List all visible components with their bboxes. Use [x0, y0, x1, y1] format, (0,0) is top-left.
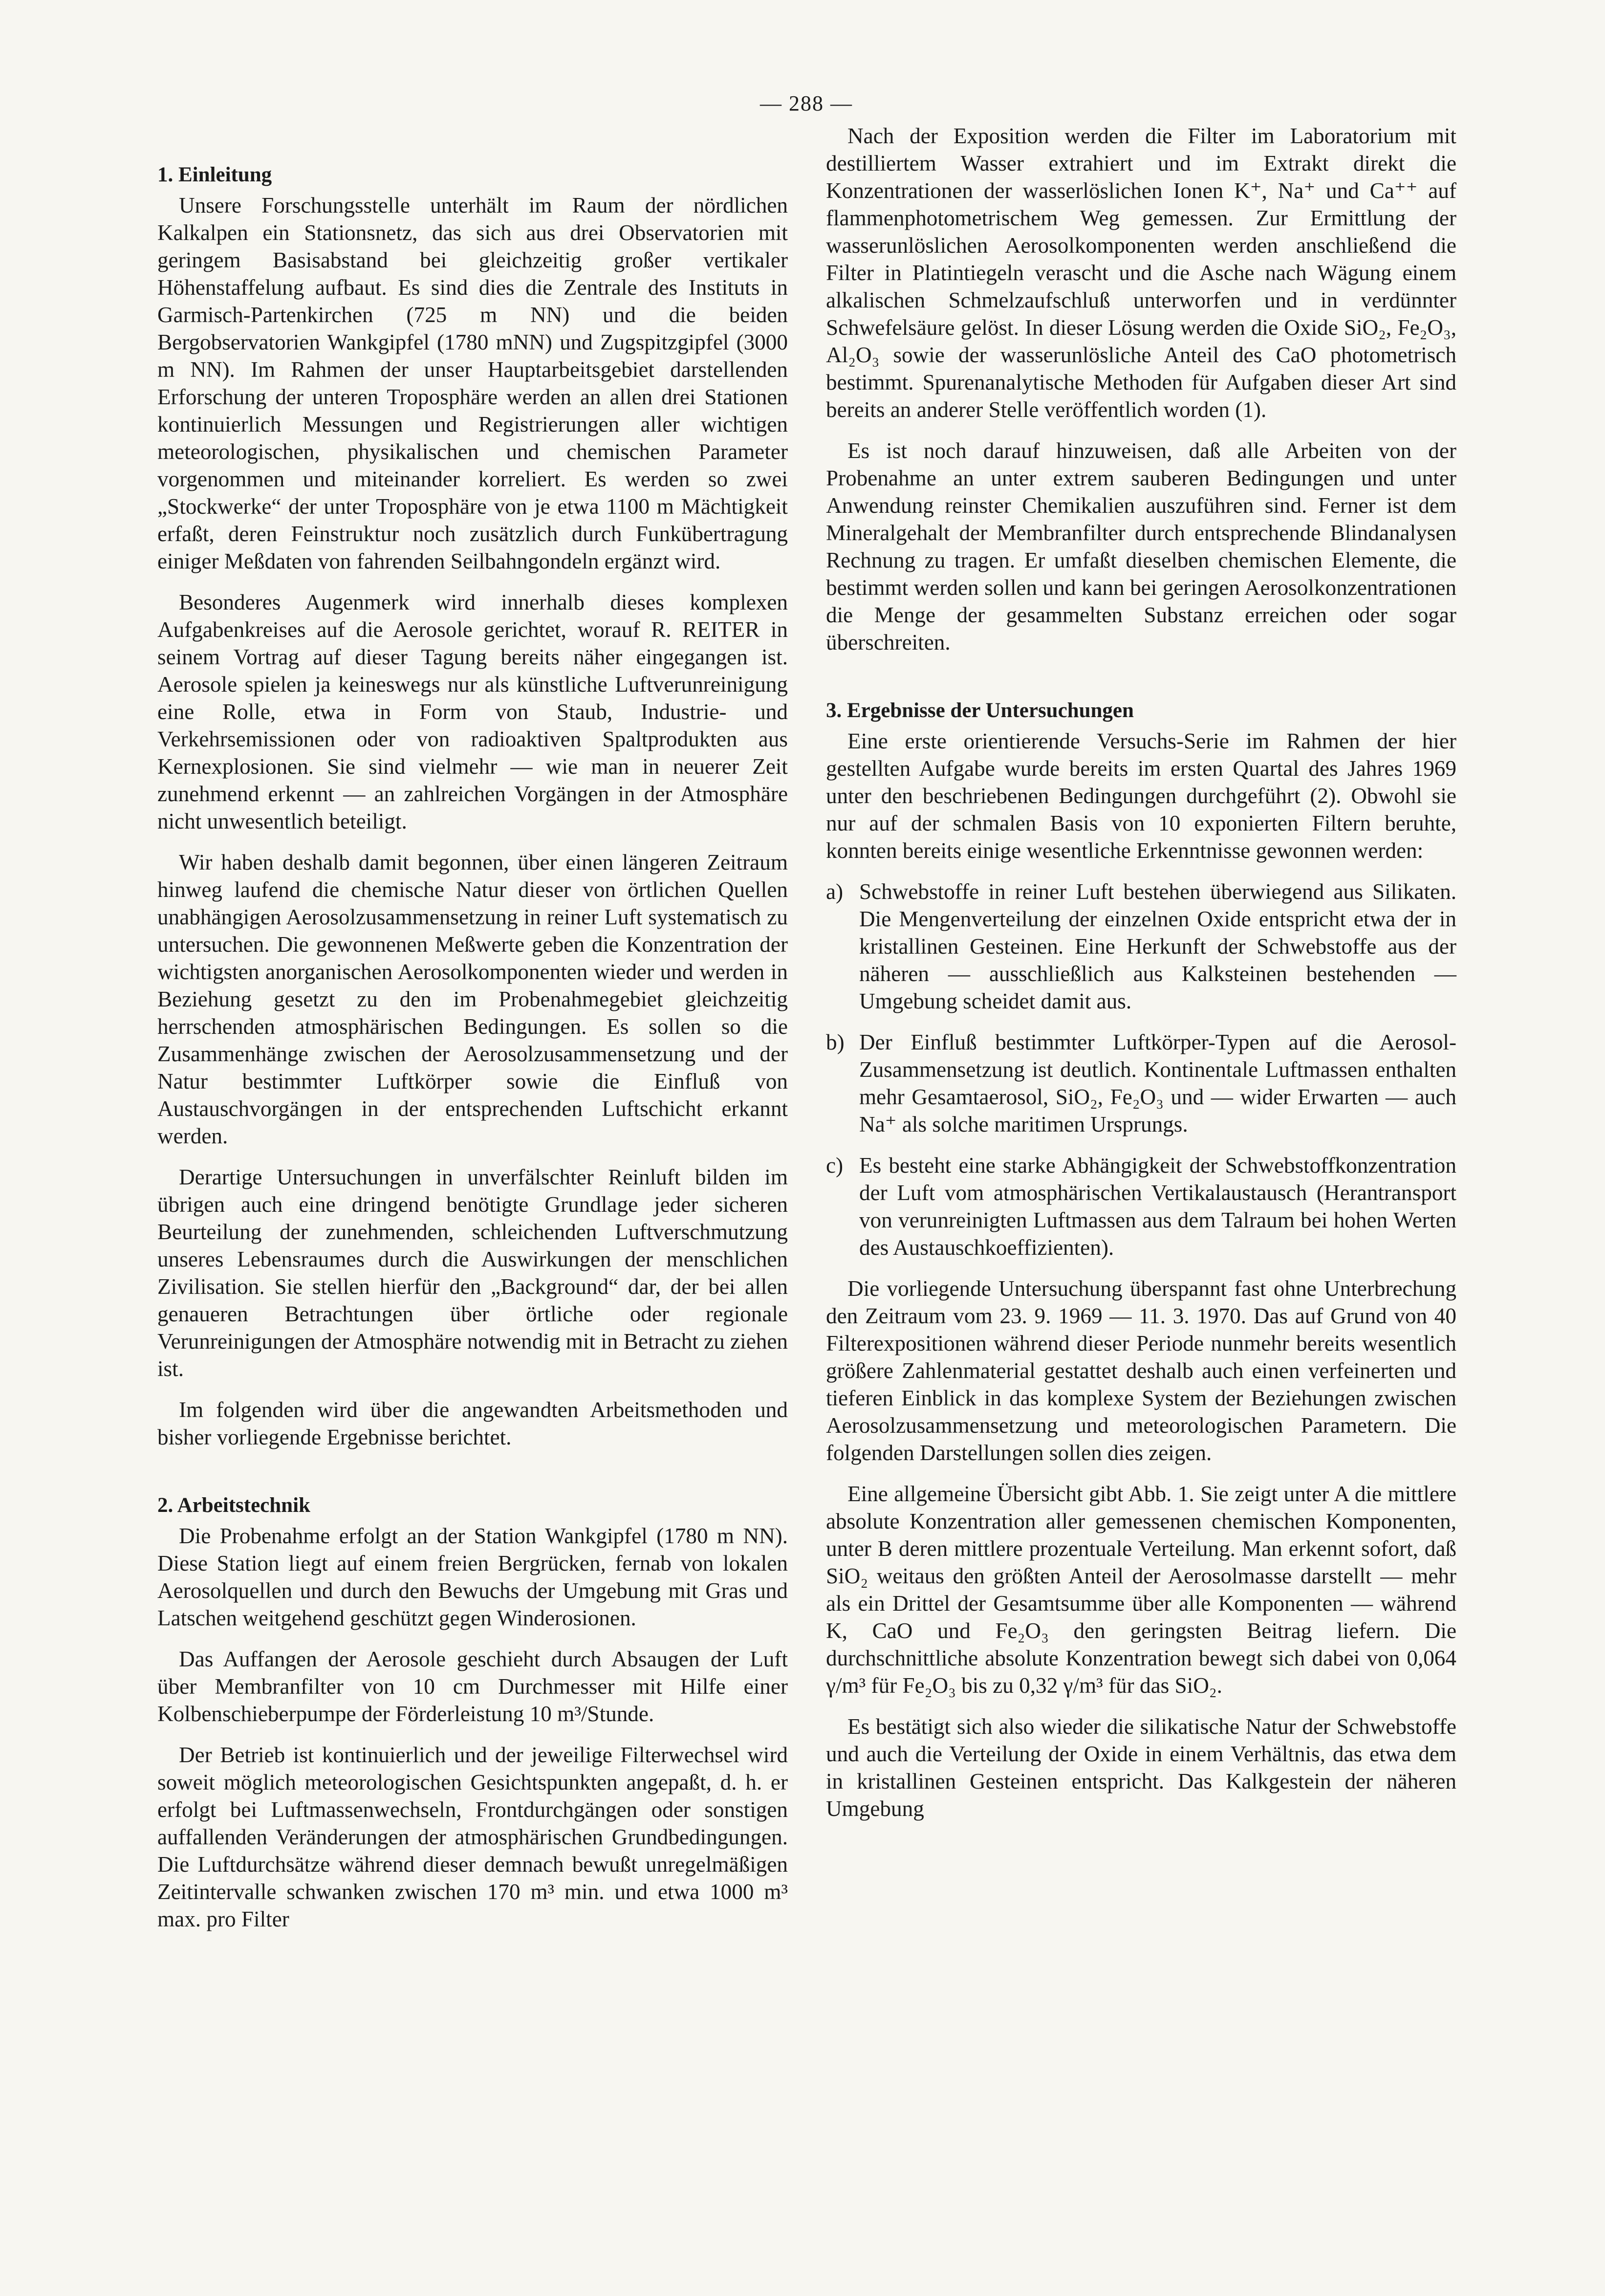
paragraph: Die vorliegende Untersuchung überspannt fast ohne Unterbrechung den Zeitraum vom 23. 9. 1969 — 11. 3. 1970. Das auf Grund von 40 Filterexpositionen während dieser Periode nunmehr bereits wesentlich größere Zahlenmaterial gestattet deshalb auch einen verfeinerten und tieferen Einblick in das komplexe System der Beziehungen zwischen Aerosolzusammensetzung und meteorologischen Parametern. Die folgenden Darstellungen sollen dies zeigen.	[826, 1276, 1456, 1465]
paragraph: Unsere Forschungsstelle unterhält im Raum der nördlichen Kalkalpen ein Stationsnetz, das sich aus drei Observatorien mit geringem Basisabstand bei gleichzeitig großer vertikaler Höhenstaffelung aufbaut. Es sind dies die Zentrale des Instituts in Garmisch-Partenkirchen (725 m NN) und die beiden Bergobservatorien Wankgipfel (1780 mNN) und Zugspitzgipfel (3000 m NN). Im Rahmen der unser Hauptarbeitsgebiet darstellenden Erforschung der unteren Troposphäre werden an allen drei Stationen kontinuierlich Messungen und Registrierungen aller wichtigen meteorologischen, physikalischen und chemischen Parameter vorgenommen und miteinander korreliert. Es werden so zwei „Stockwerke“ der unter Troposphäre von je etwa 1100 m Mächtigkeit erfaßt, deren Feinstruktur noch zusätzlich durch Funkübertragung einiger Meßdaten von fahrenden Seilbahngondeln ergänzt wird.	[157, 193, 788, 573]
list-marker: c)	[826, 1153, 844, 1178]
paragraph: Es ist noch darauf hinzuweisen, daß alle Arbeiten von der Probenahme an unter extrem sauberen Bedingungen und unter Anwendung reinster Chemikalien auszuführen sind. Ferner ist dem Mineralgehalt der Membranfilter durch entsprechende Blindanalysen Rechnung zu tragen. Er umfaßt dieselben chemischen Elemente, die bestimmt werden sollen und kann bei geringen Aerosolkonzentrationen die Menge der gesammelten Substanz erreichen oder sogar überschreiten.	[826, 438, 1456, 655]
paragraph: Derartige Untersuchungen in unverfälschter Reinluft bilden im übrigen auch eine dringend benötigte Grundlage jeder sicheren Beurteilung der zunehmenden, schleichenden Luftverschmutzung unseres Lebensraumes durch die Auswirkungen der menschlichen Zivilisation. Sie stellen hierfür den „Background“ dar, der bei allen genaueren Betrachtungen über örtliche oder regionale Verunreinigungen der Atmosphäre notwendig mit in Betracht zu ziehen ist.	[157, 1165, 788, 1381]
paragraph: Der Betrieb ist kontinuierlich und der jeweilige Filterwechsel wird soweit möglich meteorologischen Gesichtspunkten angepaßt, d. h. er erfolgt bei Luftmassenwechseln, Frontdurchgängen oder sonstigen auffallenden Veränderungen der atmosphärischen Grundbedingungen. Die Luftdurchsätze während dieser demnach bewußt unregelmäßigen Zeitintervalle schwanken zwischen 170 m³ min. und etwa 1000 m³ max. pro Filter	[157, 1743, 788, 1931]
list-marker: a)	[826, 879, 844, 904]
paragraph: Eine allgemeine Übersicht gibt Abb. 1. Sie zeigt unter A die mittlere absolute Konzentration aller gemessenen chemischen Komponenten, unter B deren mittlere prozentuale Verteilung. Man erkennt sofort, daß SiO₂ weitaus den größten Anteil der Aerosolmasse darstellt — mehr als ein Drittel der Gesamtsumme über alle Komponenten — während K, CaO und Fe₂O₃ den geringsten Beitrag liefern. Die durchschnittliche absolute Konzentration bewegt sich dabei von 0,064 γ/m³ für Fe₂O₃ bis zu 0,32 γ/m³ für das SiO₂.	[826, 1482, 1456, 1698]
paragraph: Das Auffangen der Aerosole geschieht durch Absaugen der Luft über Membranfilter von 10 cm Durchmesser mit Hilfe einer Kolbenschieberpumpe der Förderleistung 10 m³/Stunde.	[157, 1647, 788, 1726]
list-item	[826, 878, 1456, 1015]
list-item	[826, 1028, 1456, 1138]
paragraph: Im folgenden wird über die angewandten Arbeitsmethoden und bisher vorliegende Ergebnisse berichtet.	[157, 1398, 788, 1449]
section-heading-ergebnisse: 3. Ergebnisse der Untersuchungen	[826, 699, 1134, 722]
right-column	[826, 122, 1456, 1836]
section-heading-arbeitstechnik: 2. Arbeitstechnik	[157, 1494, 310, 1517]
paragraph: Die Probenahme erfolgt an der Station Wankgipfel (1780 m NN). Diese Station liegt auf einem freien Bergrücken, fernab von lokalen Aerosolquellen und durch den Bewuchs der Umgebung mit Gras und Latschen weitgehend geschützt gegen Winderosionen.	[157, 1524, 788, 1630]
paragraph: Besonderes Augenmerk wird innerhalb dieses komplexen Aufgabenkreises auf die Aerosole gerichtet, worauf R. REITER in seinem Vortrag auf dieser Tagung bereits näher eingegangen ist. Aerosole spielen ja keineswegs nur als künstliche Luftverunreinigung eine Rolle, etwa in Form von Staub, Industrie- und Verkehrsemissionen oder von radioaktiven Spaltprodukten aus Kernexplosionen. Sie sind vielmehr — wie man in neuerer Zeit zunehmend erkennt — an zahlreichen Vorgängen in der Atmosphäre nicht unwesentlich beteiligt.	[157, 590, 788, 833]
left-column	[157, 161, 788, 1946]
paragraph: Wir haben deshalb damit begonnen, über einen längeren Zeitraum hinweg laufend die chemische Natur dieser von örtlichen Quellen unabhängigen Aerosolzusammensetzung in reiner Luft systematisch zu untersuchen. Die gewonnenen Meßwerte geben die Konzentration der wichtigsten anorganischen Aerosolkomponenten wieder und werden in Beziehung gesetzt zu den im Probenahmegebiet gleichzeitig herrschenden atmosphärischen Bedingungen. Es sollen so die Zusammenhänge zwischen der Aerosolzusammensetzung und der Natur bestimmter Luftkörper sowie die Einfluß von Austauschvorgängen in der entsprechenden Luftschicht erkannt werden.	[157, 850, 788, 1148]
list-item	[826, 1152, 1456, 1261]
list-marker: b)	[826, 1030, 845, 1054]
paragraph: Nach der Exposition werden die Filter im Laboratorium mit destilliertem Wasser extrahiert und im Extrakt direkt die Konzentrationen der wasserlöslichen Ionen K⁺, Na⁺ und Ca⁺⁺ auf flammenphotometrischem Weg gemessen. Zur Ermittlung der wasserunlöslichen Aerosolkomponenten werden anschließend die Filter in Platintiegeln verascht und die Asche nach Wägung einem alkalischen Schmelzaufschluß unterworfen und in verdünnter Schwefelsäure gelöst. In dieser Lösung werden die Oxide SiO₂, Fe₂O₃, Al₂O₃ sowie der wasserunlösliche Anteil des CaO photometrisch bestimmt. Spurenanalytische Methoden für Aufgaben dieser Art sind bereits an anderer Stelle veröffentlich worden (1).	[826, 124, 1456, 422]
list-item-text: Der Einfluß bestimmter Luftkörper-Typen auf die Aerosol-Zusammensetzung ist deutlich. Kontinentale Luftmassen enthalten mehr Gesamtaerosol, SiO₂, Fe₂O₃ und — wider Erwarten — auch Na⁺ als solche maritimen Ursprungs.	[859, 1030, 1456, 1137]
list-item-text: Es besteht eine starke Abhängigkeit der Schwebstoffkonzentration der Luft vom atmosphärischen Vertikalaustausch (Herantransport von verunreinigten Luftmassen aus dem Talraum bei hohen Werten des Austauschkoeffizienten).	[859, 1153, 1456, 1260]
section-heading-einleitung: 1. Einleitung	[157, 163, 272, 186]
paragraph: Es bestätigt sich also wieder die silikatische Natur der Schwebstoffe und auch die Verteilung der Oxide in einem Verhältnis, das etwa dem in kristallinen Gesteinen entspricht. Das Kalkgestein der näheren Umgebung	[826, 1714, 1456, 1821]
page-number: — 288 —	[760, 91, 853, 115]
list-item-text: Schwebstoffe in reiner Luft bestehen überwiegend aus Silikaten. Die Mengenverteilung der einzelnen Oxide entspricht etwa der in kristallinen Gesteinen. Eine Herkunft der Schwebstoffe aus der näheren — ausschließlich aus Kalksteinen bestehenden — Umgebung scheidet damit aus.	[859, 879, 1456, 1013]
paragraph: Eine erste orientierende Versuchs-Serie im Rahmen der hier gestellten Aufgabe wurde bereits im ersten Quartal des Jahres 1969 unter den beschriebenen Bedingungen durchgeführt (2). Obwohl sie nur auf der schmalen Basis von 10 exponierten Filtern beruhte, konnten bereits einige wesentliche Erkenntnisse gewonnen werden:	[826, 729, 1456, 863]
